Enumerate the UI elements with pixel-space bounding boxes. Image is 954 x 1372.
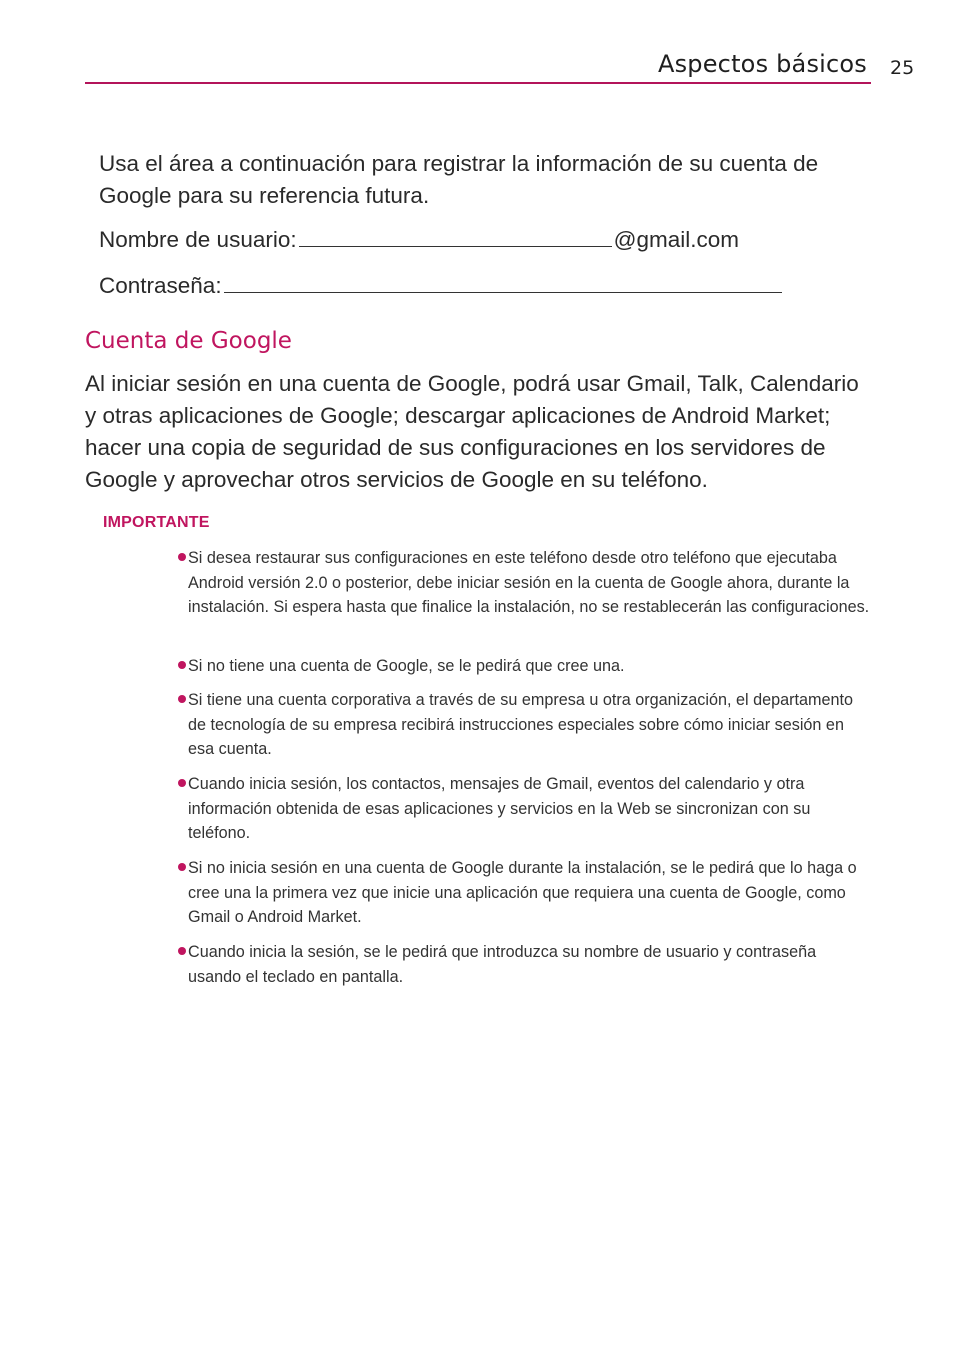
password-label: Contraseña: (99, 273, 222, 298)
list-item-text: Cuando inicia la sesión, se le pedirá que introduzca su nombre de usuario y contraseña usando el teclado en pantalla. (188, 943, 817, 986)
page-header (85, 48, 871, 84)
bullet-dot-icon (178, 947, 186, 955)
bullet-dot-icon (178, 553, 186, 561)
username-label: Nombre de usuario: (99, 227, 297, 252)
list-item (178, 688, 870, 762)
username-field-line (99, 226, 739, 253)
list-item-text: Si desea restaurar sus configuraciones en este teléfono desde otro teléfono que ejecutaba Android versión 2.0 o posterior, debe iniciar sesión en la cuenta de Google ahora, durante la instalación. Si espera hasta que finalice la instalación, no se restablecerán las configuraciones. (188, 549, 870, 617)
password-field-line (99, 272, 784, 299)
list-item (178, 772, 870, 846)
list-item-text: Si no tiene una cuenta de Google, se le pedirá que cree una. (188, 657, 625, 675)
list-item (178, 856, 870, 930)
password-blank (224, 272, 782, 293)
bullet-dot-icon (178, 779, 186, 787)
list-item-text: Si tiene una cuenta corporativa a través de su empresa u otra organización, el departamento de tecnología de su empresa recibirá instrucciones especiales sobre cómo iniciar sesión en esa cuenta. (188, 691, 853, 759)
list-item-text: Cuando inicia sesión, los contactos, mensajes de Gmail, eventos del calendario y otra información obtenida de esas aplicaciones y servicios en la Web se sincronizan con su teléfono. (188, 775, 811, 843)
page-number: 25 (890, 57, 915, 79)
list-item (178, 654, 870, 678)
important-label: IMPORTANTE (103, 514, 210, 531)
important-list (178, 546, 870, 1000)
bullet-dot-icon (178, 863, 186, 871)
list-item-text: Si no inicia sesión en una cuenta de Google durante la instalación, se le pedirá que lo haga o cree una la primera vez que inicie una aplicación que requiera una cuenta de Google, como Gmail o Android Market. (188, 859, 857, 927)
username-blank (299, 226, 612, 247)
google-account-heading: Cuenta de Google (85, 328, 292, 354)
section-title: Aspectos básicos (657, 50, 867, 78)
username-suffix: @gmail.com (613, 227, 739, 252)
bullet-dot-icon (178, 695, 186, 703)
intro-text: Usa el área a continuación para registrar la información de su cuenta de Google para su referencia futura. (99, 151, 819, 208)
list-item (178, 546, 870, 644)
google-account-body: Al iniciar sesión en una cuenta de Google, podrá usar Gmail, Talk, Calendario y otras aplicaciones de Google; descargar aplicaciones de Android Market; hacer una copia de seguridad de sus configuraciones en los servidores de Google y aprovechar otros servicios de Google en su teléfono. (85, 371, 859, 492)
bullet-dot-icon (178, 661, 186, 669)
list-item (178, 940, 870, 990)
